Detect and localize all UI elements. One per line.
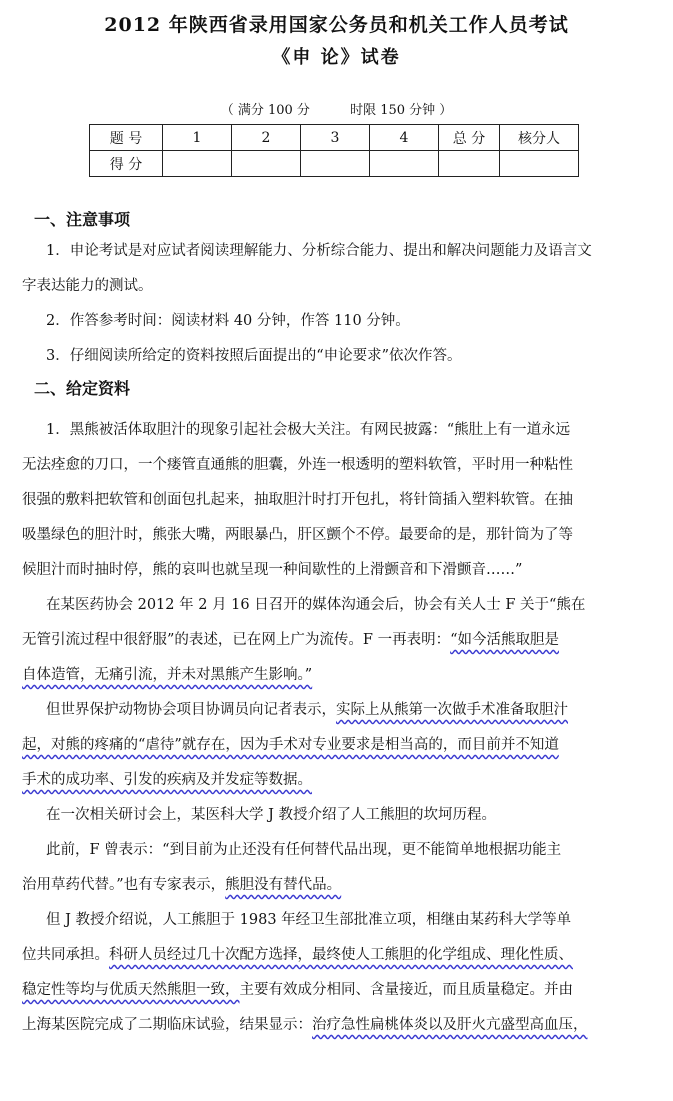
- text-line: 无法痊愈的刀口，一个瘘管直通熊的胆囊，外连一根透明的塑料软管，平时用一种粘性: [22, 457, 573, 473]
- underlined-text: 实际上从熊第一次做手术准备取胆汁: [336, 702, 568, 718]
- material-paragraph-2: [22, 588, 651, 693]
- score-cell-q3: 3: [301, 125, 370, 151]
- score-cell-checker: 核分人: [500, 125, 579, 151]
- note-item-3: 3．仔细阅读所给定的资料按照后面提出的“申论要求”依次作答。: [46, 348, 462, 364]
- text-span: 位共同承担。: [22, 947, 109, 963]
- score-cell-total: 总 分: [439, 125, 500, 151]
- score-input-q1: [163, 151, 232, 177]
- score-input-q4: [370, 151, 439, 177]
- material-paragraph-4: [22, 798, 651, 833]
- score-cell-q1: 1: [163, 125, 232, 151]
- notes-list: [22, 234, 651, 374]
- note-item-2: 2．作答参考时间：阅读材料 40 分钟，作答 110 分钟。: [46, 313, 410, 329]
- score-cell-q2: 2: [232, 125, 301, 151]
- exam-title: 2012 年陕西省录用国家公务员和机关工作人员考试: [104, 14, 569, 36]
- score-cell-label: 题 号: [90, 125, 163, 151]
- score-table: [89, 124, 579, 177]
- note-item-1b: 字表达能力的测试。: [22, 278, 153, 294]
- underlined-text: 科研人员经过几十次配方选择，最终使人工熊胆的化学组成、理化性质、: [109, 947, 573, 963]
- score-info: [0, 99, 673, 118]
- text-line: [22, 938, 651, 973]
- underlined-quote: “如今活熊取胆是: [450, 632, 560, 648]
- text-line: [22, 1008, 651, 1043]
- text-line: [22, 868, 651, 903]
- text-span: 治用草药代替。”也有专家表示，: [22, 877, 226, 893]
- text-line: 但 J 教授介绍说，人工熊胆于 1983 年经卫生部批准立项，相继由某药科大学等单: [46, 912, 572, 928]
- text-line: [22, 973, 651, 1008]
- text-span: 无管引流过程中很舒服”的表述，已在网上广为流传。F 一再表明：: [22, 632, 451, 648]
- text-line: 候胆汁而时抽时停，熊的哀叫也就呈现一种间歇性的上滑颤音和下滑颤音……”: [22, 562, 523, 578]
- note-item-1a: 1．申论考试是对应试者阅读理解能力、分析综合能力、提出和解决问题能力及语言文: [46, 243, 592, 259]
- text-line: [22, 693, 651, 728]
- underlined-text: 治疗急性扁桃体炎以及肝火亢盛型高血压，: [312, 1017, 588, 1033]
- text-line: 此前，F 曾表示：“到目前为止还没有任何替代品出现，更不能简单地根据功能主: [46, 842, 562, 858]
- material-paragraph-5: [22, 833, 651, 903]
- text-line: 1．黑熊被活体取胆汁的现象引起社会极大关注。有网民披露：“熊肚上有一道永远: [46, 422, 571, 438]
- underlined-text: 熊胆没有替代品。: [225, 877, 342, 893]
- text-line: 很强的敷料把软管和创面包扎起来，抽取胆汁时打开包扎，将针筒插入塑料软管。在抽: [22, 492, 573, 508]
- score-row-label: 得 分: [90, 151, 163, 177]
- material-paragraph-6: [22, 903, 651, 1043]
- underlined-text-line: 起，对熊的疼痛的“虐待”就存在，因为手术对专业要求是相当高的，而目前并不知道: [22, 737, 559, 753]
- section-heading-materials: 二、给定资料: [34, 379, 131, 398]
- underlined-text-line: 自体造管，无痛引流，并未对黑熊产生影响。”: [22, 667, 313, 683]
- score-input-checker: [500, 151, 579, 177]
- full-marks: （ 满分 100 分: [220, 103, 310, 118]
- underlined-text: 稳定性等均与优质天然熊胆一致，: [22, 982, 240, 998]
- text-line: 在某医药协会 2012 年 2 月 16 日召开的媒体沟通会后，协会有关人士 F 关于“熊在: [46, 597, 586, 613]
- material-paragraph-3: [22, 693, 651, 798]
- score-input-q2: [232, 151, 301, 177]
- score-cell-q4: 4: [370, 125, 439, 151]
- score-table-header-row: [90, 125, 579, 151]
- score-input-q3: [301, 151, 370, 177]
- material-paragraph-1: [22, 413, 651, 588]
- text-line: 在一次相关研讨会上，某医科大学 J 教授介绍了人工熊胆的坎坷历程。: [46, 807, 497, 823]
- text-span: 但世界保护动物协会项目协调员向记者表示，: [46, 702, 336, 718]
- text-line: 吸墨绿色的胆汁时，熊张大嘴，两眼暴凸，肝区颤个不停。最要命的是，那针筒为了等: [22, 527, 573, 543]
- section-heading-notes: 一、注意事项: [34, 210, 131, 229]
- exam-subtitle: 《申 论》试卷: [272, 47, 401, 68]
- score-input-total: [439, 151, 500, 177]
- score-table-score-row: [90, 151, 579, 177]
- text-line: [22, 623, 651, 658]
- underlined-text-line: 手术的成功率、引发的疾病及并发症等数据。: [22, 772, 312, 788]
- text-span: 上海某医院完成了二期临床试验，结果显示：: [22, 1017, 312, 1033]
- time-limit: 时限 150 分钟 ）: [350, 103, 453, 118]
- text-span: 主要有效成分相同、含量接近，而且质量稳定。并由: [239, 982, 573, 998]
